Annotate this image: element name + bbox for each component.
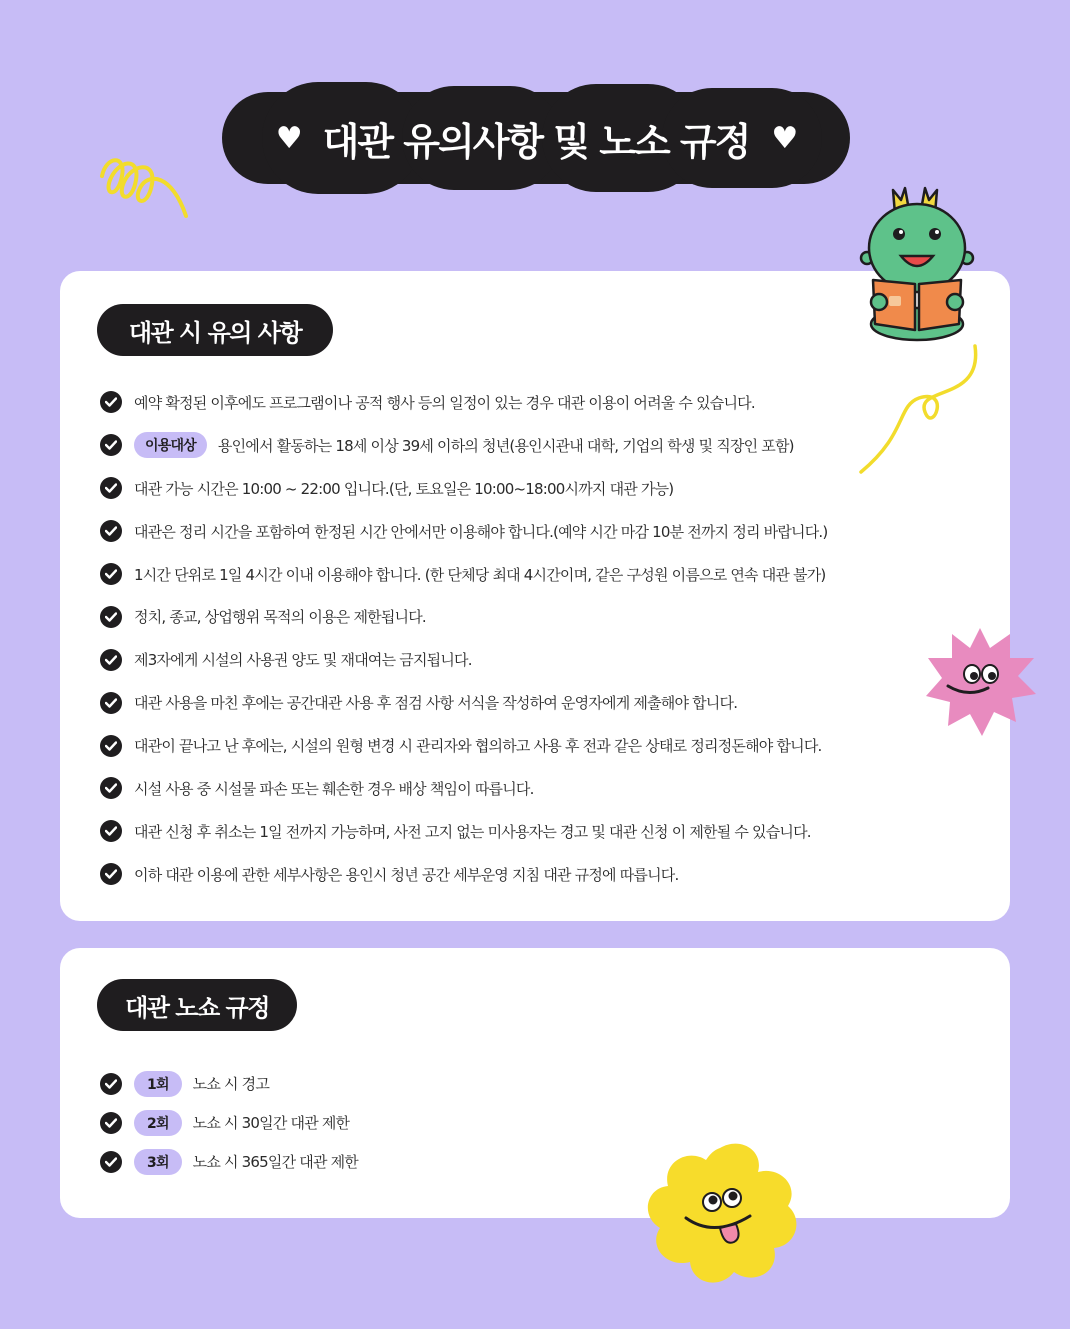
heart-icon: ♥ [275,120,301,156]
noshow-card [60,948,1010,1218]
item-text: 이하 대관 이용에 관한 세부사항은 용인시 청년 공간 세부운영 지침 대관 규정에 따릅니다. [134,865,679,884]
item-text: 시설 사용 중 시설물 파손 또는 훼손한 경우 배상 책임이 따릅니다. [134,779,534,798]
item-text: 대관 가능 시간은 10:00 ~ 22:00 입니다.(단, 토요일은 10:00~18:00시까지 대관 가능) [134,479,674,498]
section-heading: 대관 노쇼 규정 [97,979,297,1031]
target-tag: 이용대상 [134,432,207,458]
check-circle-icon [100,563,122,585]
loop-line-decoration [855,342,985,477]
list-item [100,638,827,681]
list-item [100,724,827,767]
yellow-flower-character [640,1138,805,1288]
item-text: 제3자에게 시설의 사용권 양도 및 재대여는 금지됩니다. [134,651,472,670]
page-title: 대관 유의사항 및 노소 규정 [322,119,750,164]
list-item [100,853,827,896]
check-circle-icon [100,520,122,542]
item-text: 용인에서 활동하는 18세 이상 39세 이하의 청년(용인시관내 대학, 기업의 학생 및 직장인 포함) [217,436,794,455]
list-item [100,1103,358,1142]
list-item [100,467,827,510]
dragon-mascot-illustration [855,184,980,344]
check-circle-icon [100,777,122,799]
check-circle-icon [100,434,122,456]
check-circle-icon [100,1073,122,1095]
check-circle-icon [100,863,122,885]
heart-icon: ♥ [771,120,797,156]
list-item [100,1142,358,1181]
notice-list [100,381,827,896]
item-text: 예약 확정된 이후에도 프로그램이나 공적 행사 등의 일정이 있는 경우 대관 이용이 어려울 수 있습니다. [134,393,755,412]
item-text: 1시간 단위로 1일 4시간 이내 이용해야 합니다. (한 단체당 최대 4시간이며, 같은 구성원 이름으로 연속 대관 불가) [134,565,826,584]
list-item [100,767,827,810]
item-text: 노쇼 시 경고 [192,1075,270,1093]
list-item [100,510,827,553]
check-circle-icon [100,649,122,671]
item-text: 노쇼 시 30일간 대관 제한 [192,1114,350,1132]
list-item [100,553,827,596]
pink-star-character [920,622,1040,742]
noshow-list [100,1064,358,1181]
check-circle-icon [100,692,122,714]
title-banner [222,82,850,194]
check-circle-icon [100,477,122,499]
section-heading: 대관 시 유의 사항 [97,304,333,356]
item-text: 대관이 끝나고 난 후에는, 시설의 원형 변경 시 관리자와 협의하고 사용 후 전과 같은 상태로 정리정돈해야 합니다. [134,737,822,756]
list-item [100,381,827,424]
check-circle-icon [100,820,122,842]
list-item [100,1064,358,1103]
check-circle-icon [100,606,122,628]
count-tag: 1회 [134,1071,182,1097]
list-item [100,424,827,467]
item-text: 대관은 정리 시간을 포함하여 한정된 시간 안에서만 이용해야 합니다.(예약 시간 마감 10분 전까지 정리 바랍니다.) [134,522,828,541]
squiggle-decoration [96,146,196,226]
item-text: 대관 신청 후 취소는 1일 전까지 가능하며, 사전 고지 없는 미사용자는 경고 및 대관 신청 이 제한될 수 있습니다. [134,822,811,841]
count-tag: 2회 [134,1110,182,1136]
item-text: 노쇼 시 365일간 대관 제한 [192,1153,358,1171]
check-circle-icon [100,1151,122,1173]
count-tag: 3회 [134,1149,182,1175]
list-item [100,595,827,638]
item-text: 정치, 종교, 상업행위 목적의 이용은 제한됩니다. [134,608,426,627]
list-item [100,681,827,724]
list-item [100,810,827,853]
check-circle-icon [100,1112,122,1134]
check-circle-icon [100,391,122,413]
item-text: 대관 사용을 마친 후에는 공간대관 사용 후 점검 사항 서식을 작성하여 운영자에게 제출해야 합니다. [134,694,738,713]
check-circle-icon [100,735,122,757]
